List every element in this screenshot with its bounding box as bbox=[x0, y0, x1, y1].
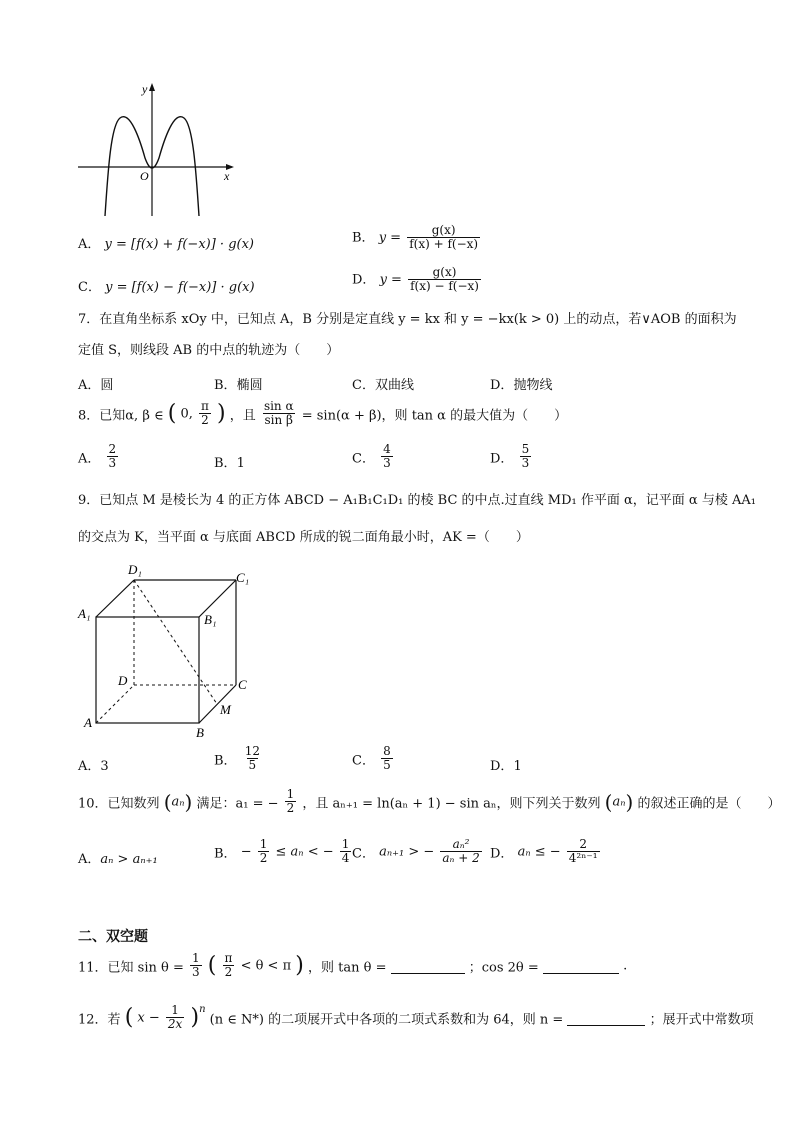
q10-option-d[interactable]: D． aₙ ≤ − $\frac{2}{\text{4²ⁿ⁻¹}}$ bbox=[490, 837, 598, 866]
label-c1: C₁ bbox=[236, 570, 250, 585]
q8-stem: 8．已知α, β ∈ ( 0, $\frac{\pi}{2}$ ) ，且 $\frac{\text{sin α}}{\text{sin β}}$ = sin(α + β)，则 tan α 的最大值为（ ） bbox=[78, 399, 568, 428]
q10-option-a[interactable]: A．aₙ > aₙ₊₁ bbox=[78, 852, 158, 867]
q8-option-a[interactable]: A． $\frac{2}{3}$ bbox=[78, 442, 117, 471]
label-a1: A₁ bbox=[78, 606, 91, 621]
q9-option-c[interactable]: C． $\frac{8}{5}$ bbox=[352, 744, 391, 773]
q11-stem: 11．已知 sin θ = $\frac{1}{3}$ ( $\frac{\pi}{2}$ < θ < π ) ，则 tan θ = ；cos 2θ = . bbox=[78, 951, 628, 980]
label-c: C bbox=[238, 677, 247, 692]
q7-option-b[interactable]: B．椭圆 bbox=[214, 378, 263, 393]
q6-option-d-fraction: $\frac{g(x)}{f(x) - f(-x)}$ bbox=[410, 265, 479, 294]
q9-option-d[interactable]: D．1 bbox=[490, 759, 522, 774]
function-graph-figure bbox=[78, 80, 242, 220]
y-axis-arrow bbox=[149, 83, 155, 91]
q6-option-d[interactable]: D． y = $\frac{g(x)}{f(x) - f(-x)}$ bbox=[352, 265, 479, 294]
q7-option-a[interactable]: A．圆 bbox=[78, 378, 114, 393]
q6-option-c[interactable]: C． y = [f(x) − f(−x)] · g(x) bbox=[78, 280, 255, 295]
label-a: A bbox=[84, 715, 92, 730]
q7-stem-line1: 7．在直角坐标系 xOy 中，已知点 A，B 分别是定直线 y = kx 和 y = −kx(k > 0) 上的动点，若∨AOB 的面积为 bbox=[78, 312, 737, 327]
q12-blank-n[interactable] bbox=[567, 1010, 645, 1026]
edge-a-d-hidden bbox=[96, 685, 134, 723]
q8-option-b[interactable]: B．1 bbox=[214, 456, 245, 471]
q9-stem-line2: 的交点为 K，当平面 α 与底面 ABCD 所成的锐二面角最小时，AK =（ ） bbox=[78, 530, 529, 545]
q6-option-a[interactable]: A． y = [f(x) + f(−x)] · g(x) bbox=[78, 237, 254, 252]
q10-stem: 10．已知数列 (aₙ) 满足：a₁ = − $\frac{1}{2}$ ，且 aₙ₊₁ = ln(aₙ + 1) − sin aₙ，则下列关于数列 (aₙ) 的叙述正确的是（ ） bbox=[78, 787, 781, 816]
section-title: 二、双空题 bbox=[78, 929, 148, 945]
cube-figure bbox=[76, 560, 266, 738]
q7-stem-line2: 定值 S，则线段 AB 的中点的轨迹为（ ） bbox=[78, 343, 340, 358]
label-b: B bbox=[196, 725, 204, 738]
q9-option-b[interactable]: B． $\frac{12}{5}$ bbox=[214, 744, 260, 773]
q8-option-c[interactable]: C． $\frac{4}{3}$ bbox=[352, 442, 391, 471]
q6-option-b-fraction: $\frac{g(x)}{f(x) + f(-x)}$ bbox=[409, 223, 479, 252]
q10-option-b[interactable]: B． − $\frac{1}{2}$ ≤ aₙ < − $\frac{1}{4}$ bbox=[214, 837, 350, 866]
edge-a1-d1 bbox=[96, 580, 134, 617]
q6-option-b[interactable]: B． y = $\frac{g(x)}{f(x) + f(-x)}$ bbox=[352, 223, 479, 252]
q8-option-d[interactable]: D． $\frac{5}{3}$ bbox=[490, 442, 530, 471]
q9-option-a[interactable]: A．3 bbox=[78, 759, 109, 774]
q10-option-c[interactable]: C． aₙ₊₁ > − $\frac{\text{aₙ²}}{\text{aₙ + 2}}$ bbox=[352, 837, 480, 866]
origin-label: O bbox=[140, 169, 149, 183]
label-d: D bbox=[118, 673, 128, 688]
q6-option-c-text: y = [f(x) − f(−x)] · g(x) bbox=[105, 280, 255, 295]
q6-option-a-text: y = [f(x) + f(−x)] · g(x) bbox=[104, 237, 254, 252]
q11-blank-tan[interactable] bbox=[391, 958, 465, 974]
y-axis-label: y bbox=[142, 82, 148, 96]
q7-option-d[interactable]: D．抛物线 bbox=[490, 378, 553, 393]
q9-stem-line1: 9．已知点 M 是棱长为 4 的正方体 ABCD − A₁B₁C₁D₁ 的棱 BC 的中点.过直线 MD₁ 作平面 α，记平面 α 与棱 AA₁ bbox=[78, 493, 756, 508]
cube-front-face bbox=[96, 617, 199, 723]
q7-option-c[interactable]: C．双曲线 bbox=[352, 378, 414, 393]
x-axis-label: x bbox=[224, 169, 230, 183]
q11-blank-cos[interactable] bbox=[543, 958, 619, 974]
label-d1: D₁ bbox=[128, 562, 142, 577]
label-m: M bbox=[220, 702, 231, 717]
q12-stem: 12．若 ( x − $\frac{1}{2x}$ )$^n$ (n ∈ N*) 的二项展开式中各项的二项式系数和为 64，则 n = ；展开式中常数项 bbox=[78, 1003, 754, 1032]
label-b1: B₁ bbox=[204, 612, 217, 627]
